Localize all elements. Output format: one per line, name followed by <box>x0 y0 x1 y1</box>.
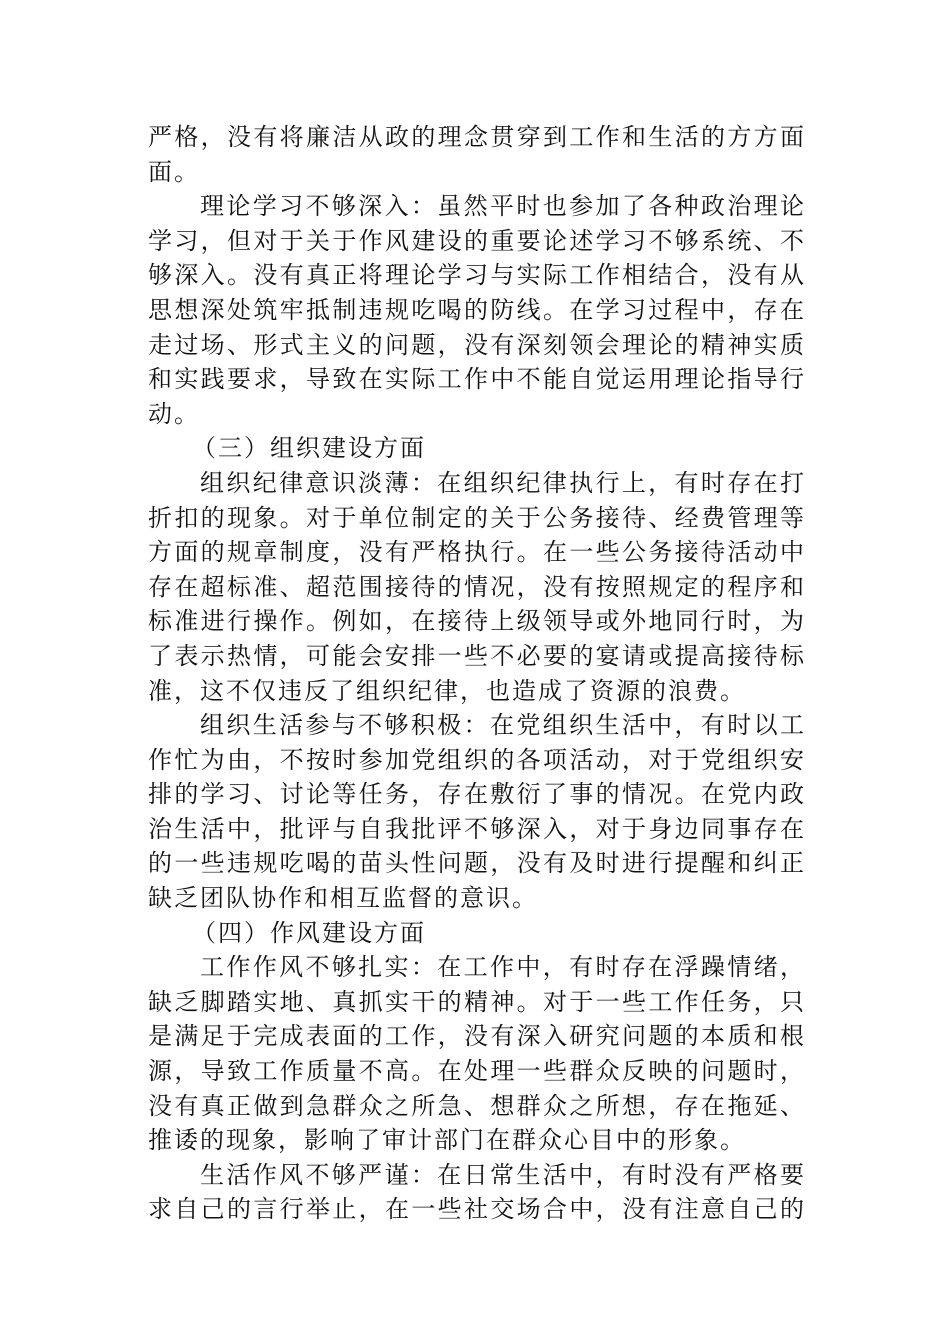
paragraph-line: 存在超标准、超范围接待的情况，没有按照规定的程序和 <box>148 572 806 601</box>
paragraph-line: 方面的规章制度，没有严格执行。在一些公务接待活动中 <box>148 538 806 567</box>
paragraph-organization-discipline <box>148 466 806 708</box>
paragraph-line: 生活作风不够严谨：在日常生活中，有时没有严格要 <box>200 1160 806 1189</box>
paragraph-line: 和实践要求，导致在实际工作中不能自觉运用理论指导行 <box>148 365 806 394</box>
paragraph-line: 组织纪律意识淡薄：在组织纪律执行上，有时存在打 <box>200 468 806 497</box>
paragraph-line: 组织生活参与不够积极：在党组织生活中，有时以工 <box>200 711 806 740</box>
paragraph-line: 理论学习不够深入：虽然平时也参加了各种政治理论 <box>200 192 806 221</box>
paragraph-line: 推诿的现象，影响了审计部门在群众心目中的形象。 <box>148 1126 746 1155</box>
paragraph-line: 缺乏团队协作和相互监督的意识。 <box>148 884 538 913</box>
document-body <box>148 120 806 1227</box>
paragraph-line: 学习，但对于关于作风建设的重要论述学习不够系统、不 <box>148 226 806 255</box>
paragraph-line: 缺乏脚踏实地、真抓实干的精神。对于一些工作任务，只 <box>148 987 806 1016</box>
paragraph-line: 思想深处筑牢抵制违规吃喝的防线。在学习过程中，存在 <box>148 295 806 324</box>
paragraph-line: 求自己的言行举止，在一些社交场合中，没有注意自己的 <box>148 1195 806 1224</box>
paragraph-line: 排的学习、讨论等任务，存在敷衍了事的情况。在党内政 <box>148 780 806 809</box>
paragraph-line: 的一些违规吃喝的苗头性问题，没有及时进行提醒和纠正 <box>148 849 806 878</box>
section-heading-work-style: （四）作风建设方面 <box>192 918 426 947</box>
paragraph-line: 作忙为由，不按时参加党组织的各项活动，对于党组织安 <box>148 745 806 774</box>
paragraph-line: 准，这不仅违反了组织纪律，也造成了资源的浪费。 <box>148 676 746 705</box>
paragraph-line: 面。 <box>148 157 200 186</box>
paragraph-integrity-continuation <box>148 120 806 189</box>
paragraph-line: 够深入。没有真正将理论学习与实际工作相结合，没有从 <box>148 261 806 290</box>
paragraph-line: 折扣的现象。对于单位制定的关于公务接待、经费管理等 <box>148 503 806 532</box>
paragraph-work-style <box>148 950 806 1158</box>
paragraph-theory-study <box>148 189 806 431</box>
paragraph-life-style <box>148 1158 806 1227</box>
paragraph-line: 没有真正做到急群众之所急、想群众之所想，存在拖延、 <box>148 1091 806 1120</box>
paragraph-line: 工作作风不够扎实：在工作中，有时存在浮躁情绪， <box>200 953 806 982</box>
paragraph-line: 治生活中，批评与自我批评不够深入，对于身边同事存在 <box>148 814 806 843</box>
paragraph-organization-life <box>148 708 806 916</box>
paragraph-line: 了表示热情，可能会安排一些不必要的宴请或提高接待标 <box>148 641 806 670</box>
paragraph-line: 走过场、形式主义的问题，没有深刻领会理论的精神实质 <box>148 330 806 359</box>
paragraph-line: 标准进行操作。例如，在接待上级领导或外地同行时，为 <box>148 607 806 636</box>
paragraph-line: 动。 <box>148 399 200 428</box>
paragraph-line: 源，导致工作质量不高。在处理一些群众反映的问题时， <box>148 1057 806 1086</box>
paragraph-line: 是满足于完成表面的工作，没有深入研究问题的本质和根 <box>148 1022 806 1051</box>
paragraph-line: 严格，没有将廉洁从政的理念贯穿到工作和生活的方方面 <box>148 123 806 151</box>
section-heading-organization: （三）组织建设方面 <box>192 434 426 463</box>
